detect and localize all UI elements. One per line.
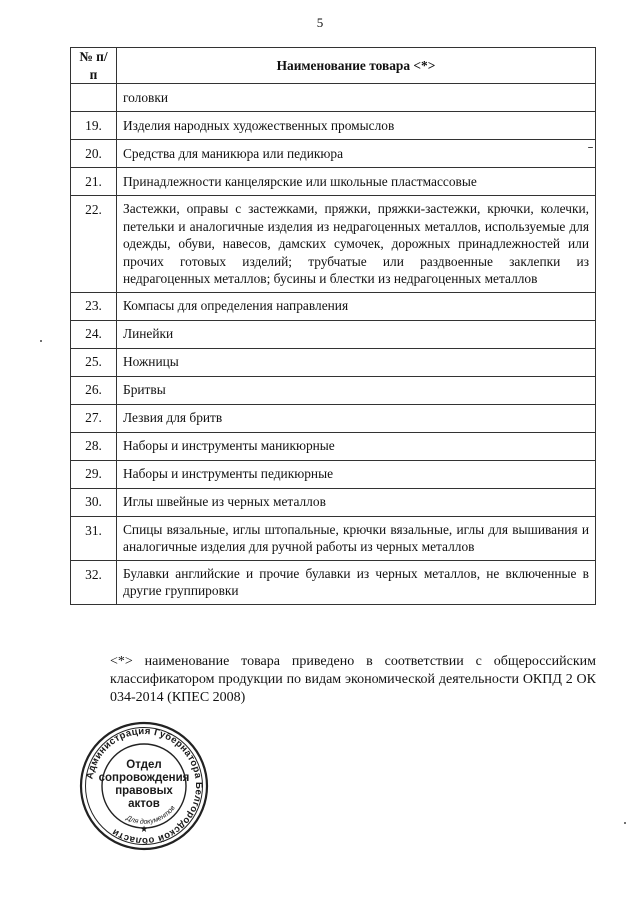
table-row <box>71 404 596 432</box>
stamp-line: Отдел <box>126 759 162 771</box>
scan-speck <box>624 822 626 824</box>
scan-speck <box>588 147 593 148</box>
row-number: 29. <box>71 460 117 488</box>
row-name: Средства для маникюра или педикюра <box>117 140 596 168</box>
row-name: Линейки <box>117 320 596 348</box>
stamp-line: сопровождения <box>98 772 190 784</box>
table-row <box>71 112 596 140</box>
row-name: Иглы швейные из черных металлов <box>117 488 596 516</box>
row-number: 31. <box>71 516 117 560</box>
stamp-line: актов <box>128 798 160 810</box>
row-number: 22. <box>71 196 117 293</box>
row-number: 20. <box>71 140 117 168</box>
row-name: Спицы вязальные, иглы штопальные, крючки вязальные, иглы для вышивания и аналогичные изделия для ручной работы из черных металлов <box>117 516 596 560</box>
row-number: 19. <box>71 112 117 140</box>
table-row <box>71 488 596 516</box>
row-number: 27. <box>71 404 117 432</box>
row-name: Наборы и инструменты маникюрные <box>117 432 596 460</box>
row-name: Бритвы <box>117 376 596 404</box>
table-row <box>71 140 596 168</box>
row-number: 32. <box>71 560 117 604</box>
row-name: Наборы и инструменты педикюрные <box>117 460 596 488</box>
row-number: 21. <box>71 168 117 196</box>
row-number: 30. <box>71 488 117 516</box>
table-row <box>71 320 596 348</box>
row-number <box>71 84 117 112</box>
table-row <box>71 560 596 604</box>
table-row <box>71 376 596 404</box>
row-number: 23. <box>71 292 117 320</box>
table-header-row <box>71 48 596 84</box>
row-name: Изделия народных художественных промыслов <box>117 112 596 140</box>
page-number: 5 <box>316 15 324 30</box>
row-number: 24. <box>71 320 117 348</box>
row-name: Булавки английские и прочие булавки из черных металлов, не включенные в другие группировки <box>117 560 596 604</box>
row-name: Лезвия для бритв <box>117 404 596 432</box>
stamp-ring-text: Администрация Губернатора Белгородской области <box>84 725 205 847</box>
row-name: Компасы для определения направления <box>117 292 596 320</box>
table-row <box>71 292 596 320</box>
table-row <box>71 516 596 560</box>
row-number: 25. <box>71 348 117 376</box>
goods-table <box>70 47 596 605</box>
row-name: Принадлежности канцелярские или школьные пластмассовые <box>117 168 596 196</box>
table-row <box>71 168 596 196</box>
header-name: Наименование товара <*> <box>117 48 596 84</box>
row-number: 26. <box>71 376 117 404</box>
header-number: № п/п <box>71 48 117 84</box>
official-stamp <box>78 720 210 852</box>
table-row <box>71 196 596 293</box>
row-name: Ножницы <box>117 348 596 376</box>
table-row <box>71 84 596 112</box>
table-row <box>71 460 596 488</box>
svg-text:★: ★ <box>139 825 149 835</box>
scan-speck <box>40 340 42 342</box>
table-row <box>71 348 596 376</box>
row-number: 28. <box>71 432 117 460</box>
row-name: Застежки, оправы с застежками, пряжки, пряжки-застежки, крючки, колечки, петельки и аналогичные изделия из недрагоценных металлов, используемые для одежды, обуви, навесов, дамских сумочек, дорожных принадлежностей или прочих готовых изделий; трубчатые или раздвоенные заклепки из недрагоценных металлов; бусины и блестки из недрагоценных металлов <box>117 196 596 293</box>
table-row <box>71 432 596 460</box>
row-name: головки <box>117 84 596 112</box>
footnote: <*> наименование товара приведено в соответствии с общероссийским классификатором продукции по видам экономической деятельности ОКПД 2 ОК 034-2014 (КПЕС 2008) <box>110 654 596 705</box>
stamp-bottom-text: Для документов <box>125 804 177 826</box>
stamp-line: правовых <box>115 785 173 797</box>
